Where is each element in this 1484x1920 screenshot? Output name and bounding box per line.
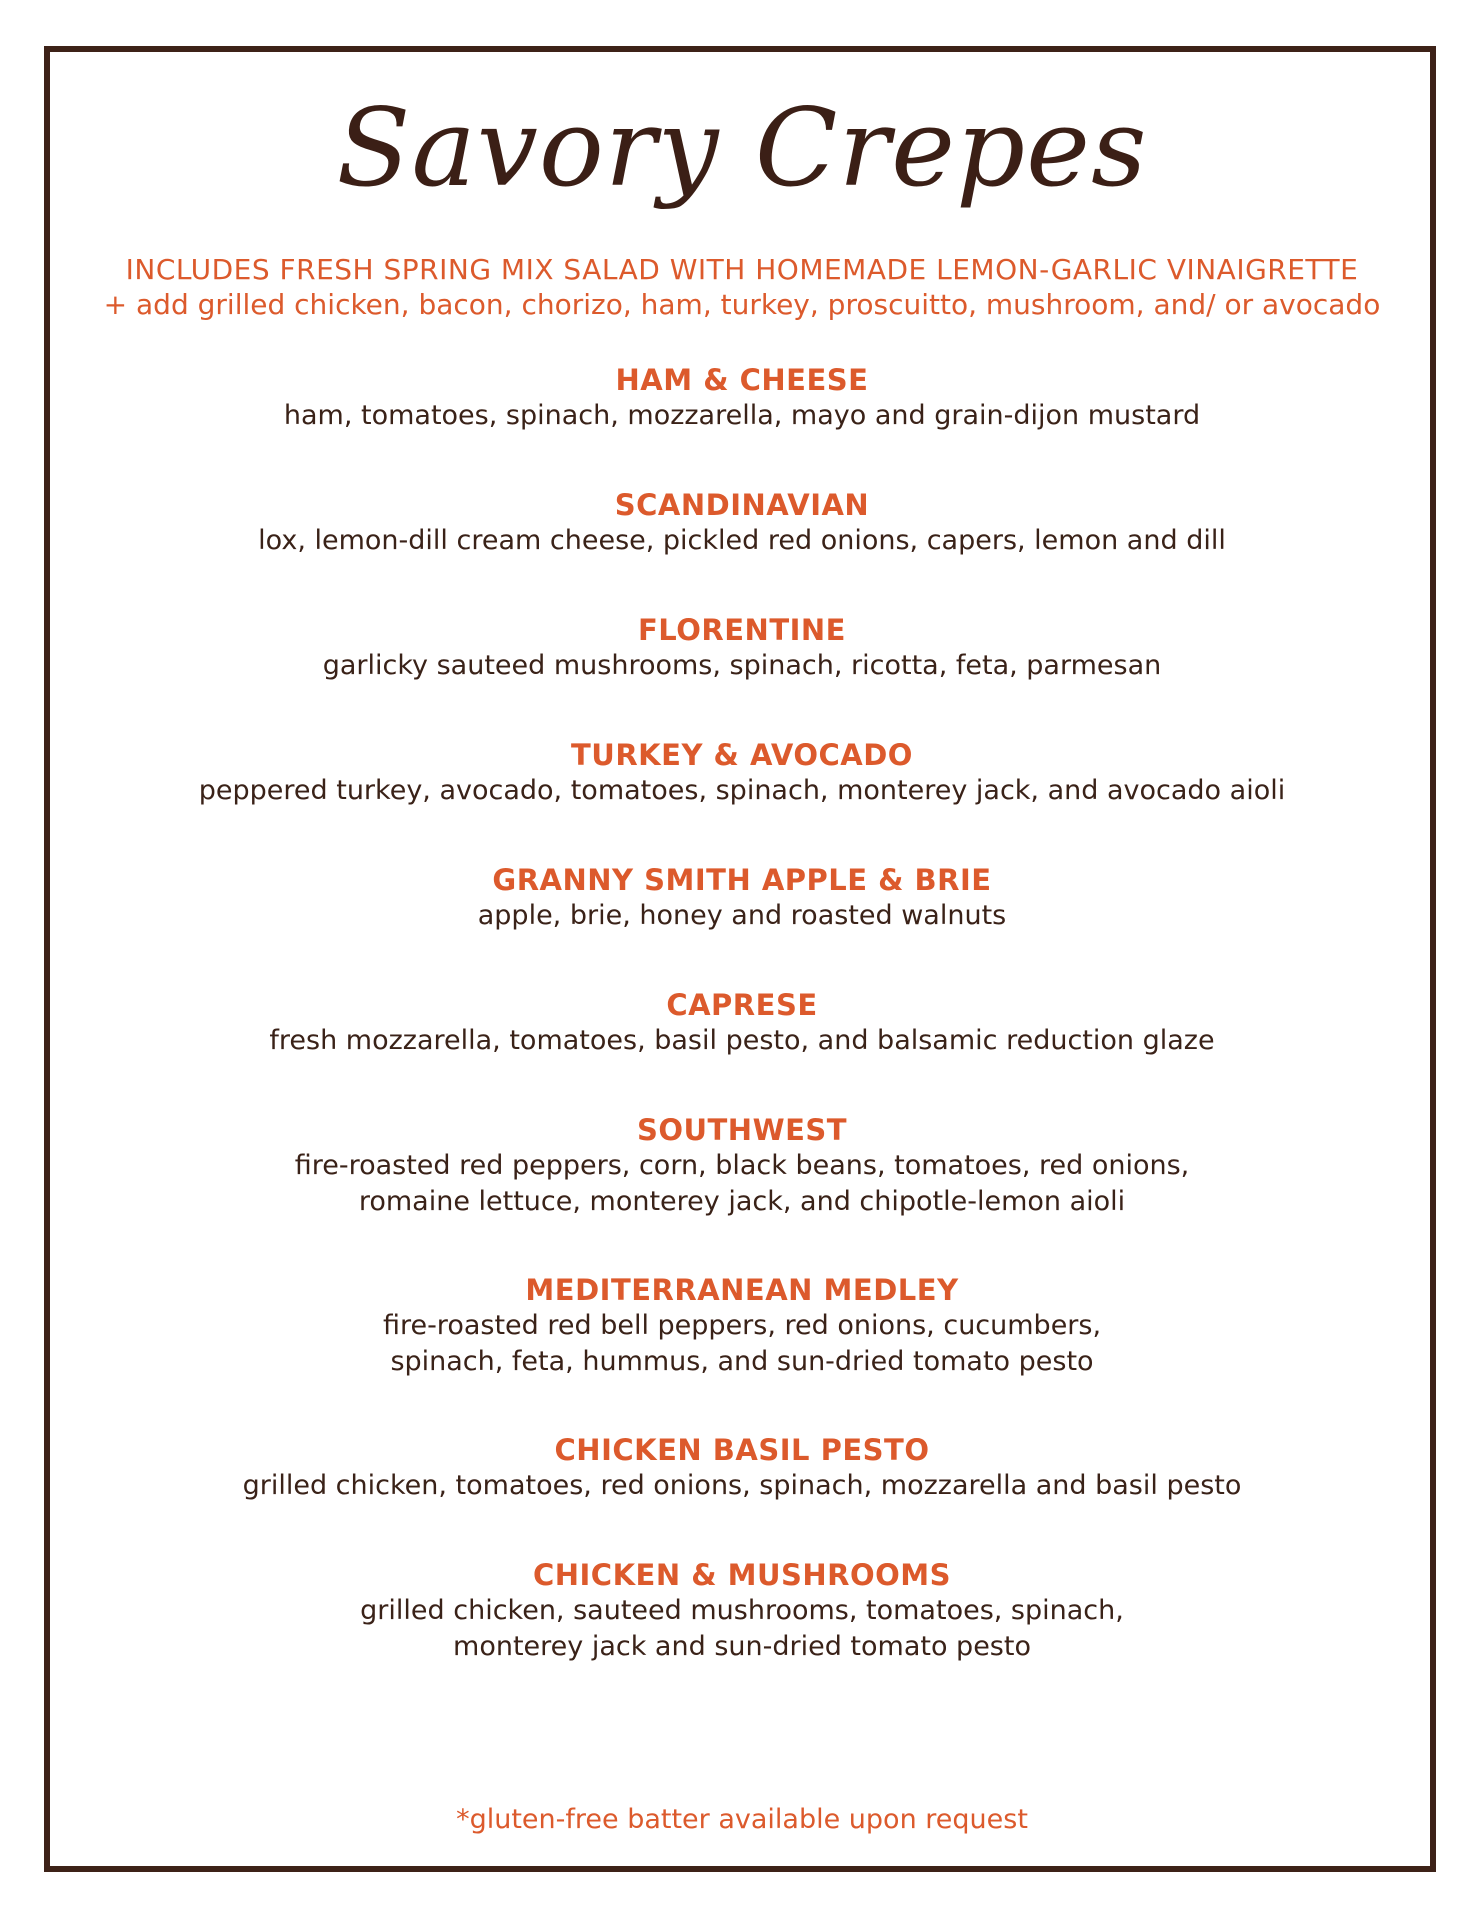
item-description: apple, brie, honey and roasted walnuts [477, 900, 1007, 931]
add-ons-note: + add grilled chicken, bacon, chorizo, ham, turkey, proscuitto, mushroom, and/ or avocado [103, 288, 1381, 321]
item-description: grilled chicken, sauteed mushrooms, tomatoes, spinach, [360, 1595, 1124, 1626]
menu-item [0, 1432, 1484, 1557]
menu-item [0, 987, 1484, 1112]
item-description: fresh mozzarella, tomatoes, basil pesto, and balsamic reduction glaze [269, 1025, 1215, 1056]
gluten-free-note: *gluten-free batter available upon request [456, 1804, 1028, 1835]
item-description: peppered turkey, avocado, tomatoes, spinach, monterey jack, and avocado aioli [198, 775, 1286, 806]
salad-note: INCLUDES FRESH SPRING MIX SALAD WITH HOMEMADE LEMON-GARLIC VINAIGRETTE [125, 253, 1359, 286]
item-description: spinach, feta, hummus, and sun-dried tomato pesto [390, 1346, 1094, 1377]
menu-title: Savory Crepes [336, 86, 1148, 211]
item-description: garlicky sauteed mushrooms, spinach, ricotta, feta, parmesan [322, 650, 1162, 681]
item-name: HAM & CHEESE [615, 363, 869, 397]
menu-list [0, 362, 1484, 1682]
item-description: lox, lemon-dill cream cheese, pickled red onions, capers, lemon and dill [258, 525, 1226, 556]
menu-item [0, 612, 1484, 737]
item-name: CHICKEN & MUSHROOMS [532, 1558, 952, 1592]
menu-item [0, 737, 1484, 862]
item-name: SCANDINAVIAN [614, 488, 870, 522]
item-description: fire-roasted red bell peppers, red onions, cucumbers, [382, 1310, 1102, 1341]
item-name: TURKEY & AVOCADO [571, 738, 913, 772]
menu-item [0, 862, 1484, 987]
item-name: GRANNY SMITH APPLE & BRIE [492, 863, 992, 897]
item-name: CAPRESE [666, 988, 818, 1022]
menu-item [0, 487, 1484, 612]
menu-item [0, 1112, 1484, 1272]
item-description: ham, tomatoes, spinach, mozzarella, mayo and grain-dijon mustard [283, 400, 1201, 431]
item-description: romaine lettuce, monterey jack, and chipotle-lemon aioli [358, 1186, 1126, 1217]
menu-item [0, 362, 1484, 487]
item-description: fire-roasted red peppers, corn, black beans, tomatoes, red onions, [294, 1150, 1190, 1181]
item-description: monterey jack and sun-dried tomato pesto [453, 1631, 1031, 1662]
menu-item [0, 1272, 1484, 1432]
item-name: SOUTHWEST [636, 1113, 848, 1147]
item-name: MEDITERRANEAN MEDLEY [525, 1273, 959, 1307]
item-name: CHICKEN BASIL PESTO [554, 1433, 930, 1467]
item-name: FLORENTINE [638, 613, 846, 647]
menu-item [0, 1557, 1484, 1682]
item-description: grilled chicken, tomatoes, red onions, spinach, mozzarella and basil pesto [242, 1470, 1242, 1501]
